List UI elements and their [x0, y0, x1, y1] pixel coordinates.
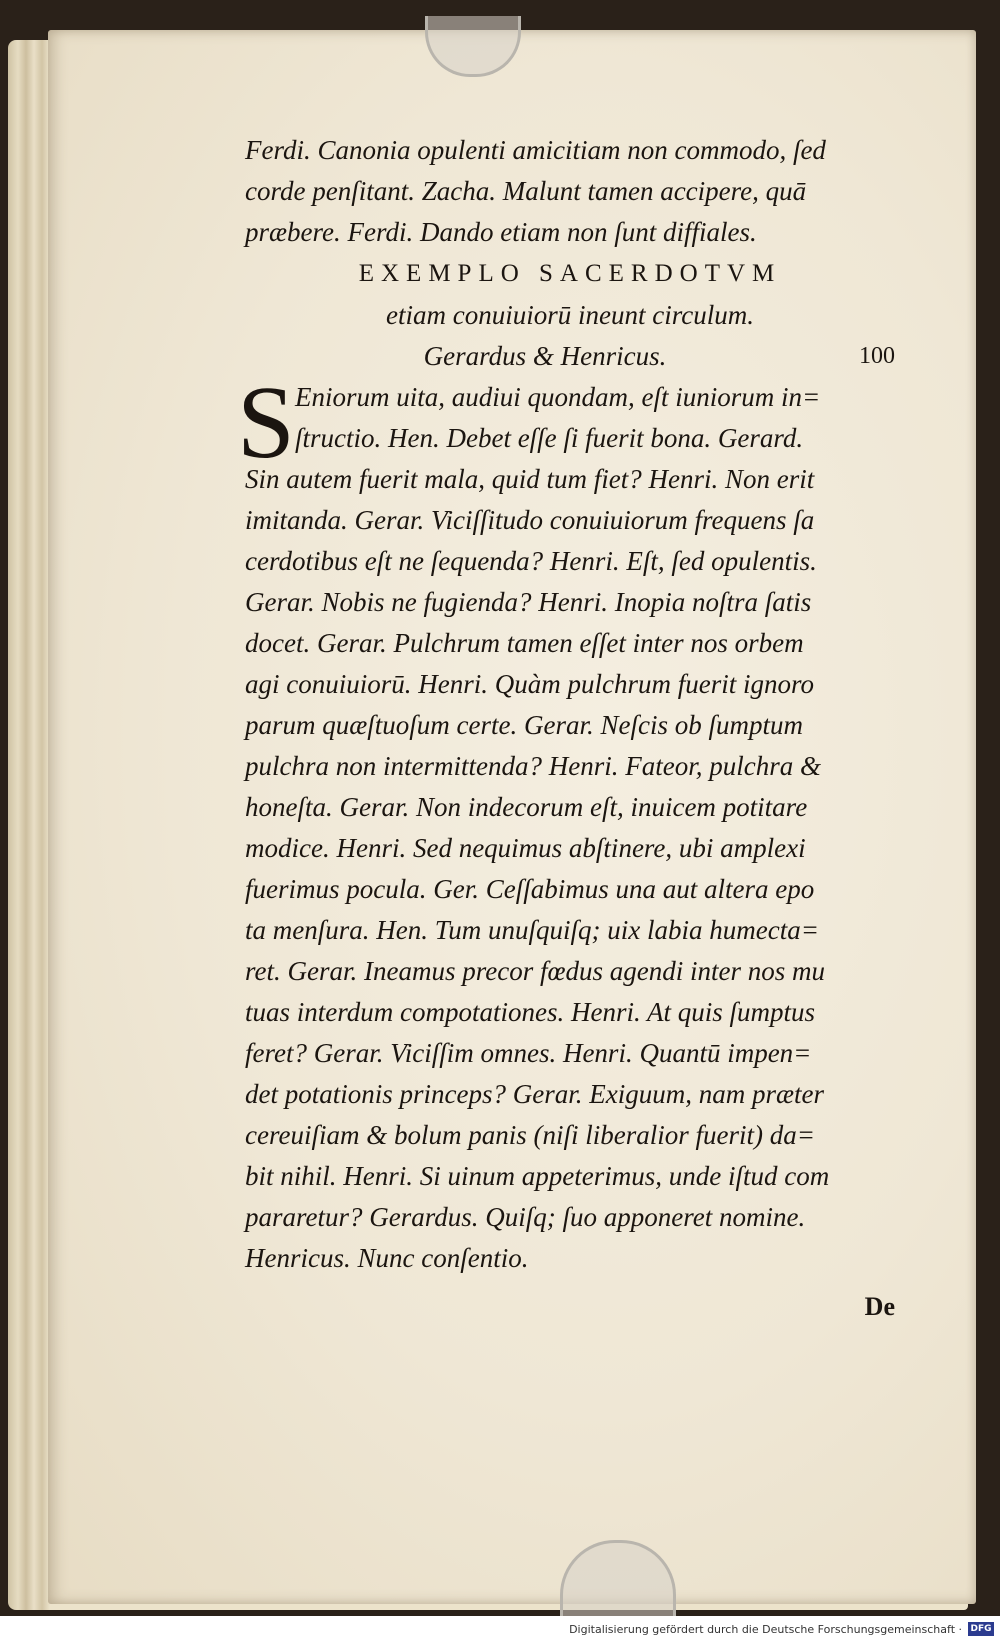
section-subheading: etiam conuiuiorū ineunt circulum.: [386, 300, 754, 330]
text-line-3: præbere. Ferdi. Dando etiam non ſunt diffiales.: [245, 217, 757, 247]
catchword: De: [864, 1292, 895, 1321]
body-line: parum quæſtuoſum certe. Gerar. Neſcis ob ſumptum: [245, 710, 803, 740]
footer-bar: [0, 1616, 1000, 1642]
drop-cap: S: [237, 365, 295, 480]
body-line: docet. Gerar. Pulchrum tamen eſſet inter nos orbem: [245, 628, 804, 658]
body-line: Eniorum uita, audiui quondam, eſt iuniorum in=: [295, 382, 821, 412]
body-line: ſtructio. Hen. Debet eſſe ſi fuerit bona. Gerard.: [295, 423, 804, 453]
body-line: pulchra non intermittenda? Henri. Fateor, pulchra &: [245, 751, 821, 781]
body-line: ta menſura. Hen. Tum unuſquiſq; uix labia humecta=: [245, 915, 819, 945]
body-line: det potationis princeps? Gerar. Exiguum, nam præter: [245, 1079, 824, 1109]
body-line: cereuiſiam & bolum panis (niſi liberalior fuerit) da=: [245, 1120, 815, 1150]
funding-note: Digitalisierung gefördert durch die Deutsche Forschungsgemeinschaft ·: [569, 1622, 962, 1636]
body-line: cerdotibus eſt ne ſequenda? Henri. Eſt, ſed opulentis.: [245, 546, 817, 576]
text-line-1: Ferdi. Canonia opulenti amicitiam non commodo, ſed: [245, 135, 826, 165]
page-text: [237, 130, 895, 1329]
body-line: tuas interdum compotationes. Henri. At quis ſumptus: [245, 997, 815, 1027]
speakers-row: [245, 336, 895, 377]
text-line-2: corde penſitant. Zacha. Malunt tamen accipere, quā: [245, 176, 807, 206]
body-line: feret? Gerar. Viciſſim omnes. Henri. Quantū impen=: [245, 1038, 812, 1068]
page-number: 100: [859, 343, 895, 369]
body-line: ret. Gerar. Ineamus precor fœdus agendi inter nos mu: [245, 956, 825, 986]
section-heading: EXEMPLO SACERDOTVM: [358, 260, 782, 287]
body-line: bit nihil. Henri. Si uinum appeterimus, unde iſtud com: [245, 1161, 830, 1191]
body-line: agi conuiuiorū. Henri. Quàm pulchrum fuerit ignoro: [245, 669, 814, 699]
dfg-logo-icon: DFG: [968, 1622, 994, 1636]
dialogue-paragraph: [237, 365, 895, 1279]
body-line: honeſta. Gerar. Non indecorum eſt, inuicem potitare: [245, 792, 808, 822]
body-line: Gerar. Nobis ne fugienda? Henri. Inopia noſtra ſatis: [245, 587, 812, 617]
dialogue-speakers: Gerardus & Henricus.: [423, 341, 667, 371]
body-line: Sin autem fuerit mala, quid tum fiet? Henri. Non erit: [245, 464, 815, 494]
body-line: pararetur? Gerardus. Quiſq; ſuo apponeret nomine.: [245, 1202, 806, 1232]
body-line: Henricus. Nunc conſentio.: [245, 1243, 529, 1273]
body-line: fuerimus pocula. Ger. Ceſſabimus una aut altera epo: [245, 874, 815, 904]
body-line: imitanda. Gerar. Viciſſitudo conuiuiorum frequens ſa: [245, 505, 815, 535]
body-line: modice. Henri. Sed nequimus abſtinere, ubi amplexi: [245, 833, 806, 863]
